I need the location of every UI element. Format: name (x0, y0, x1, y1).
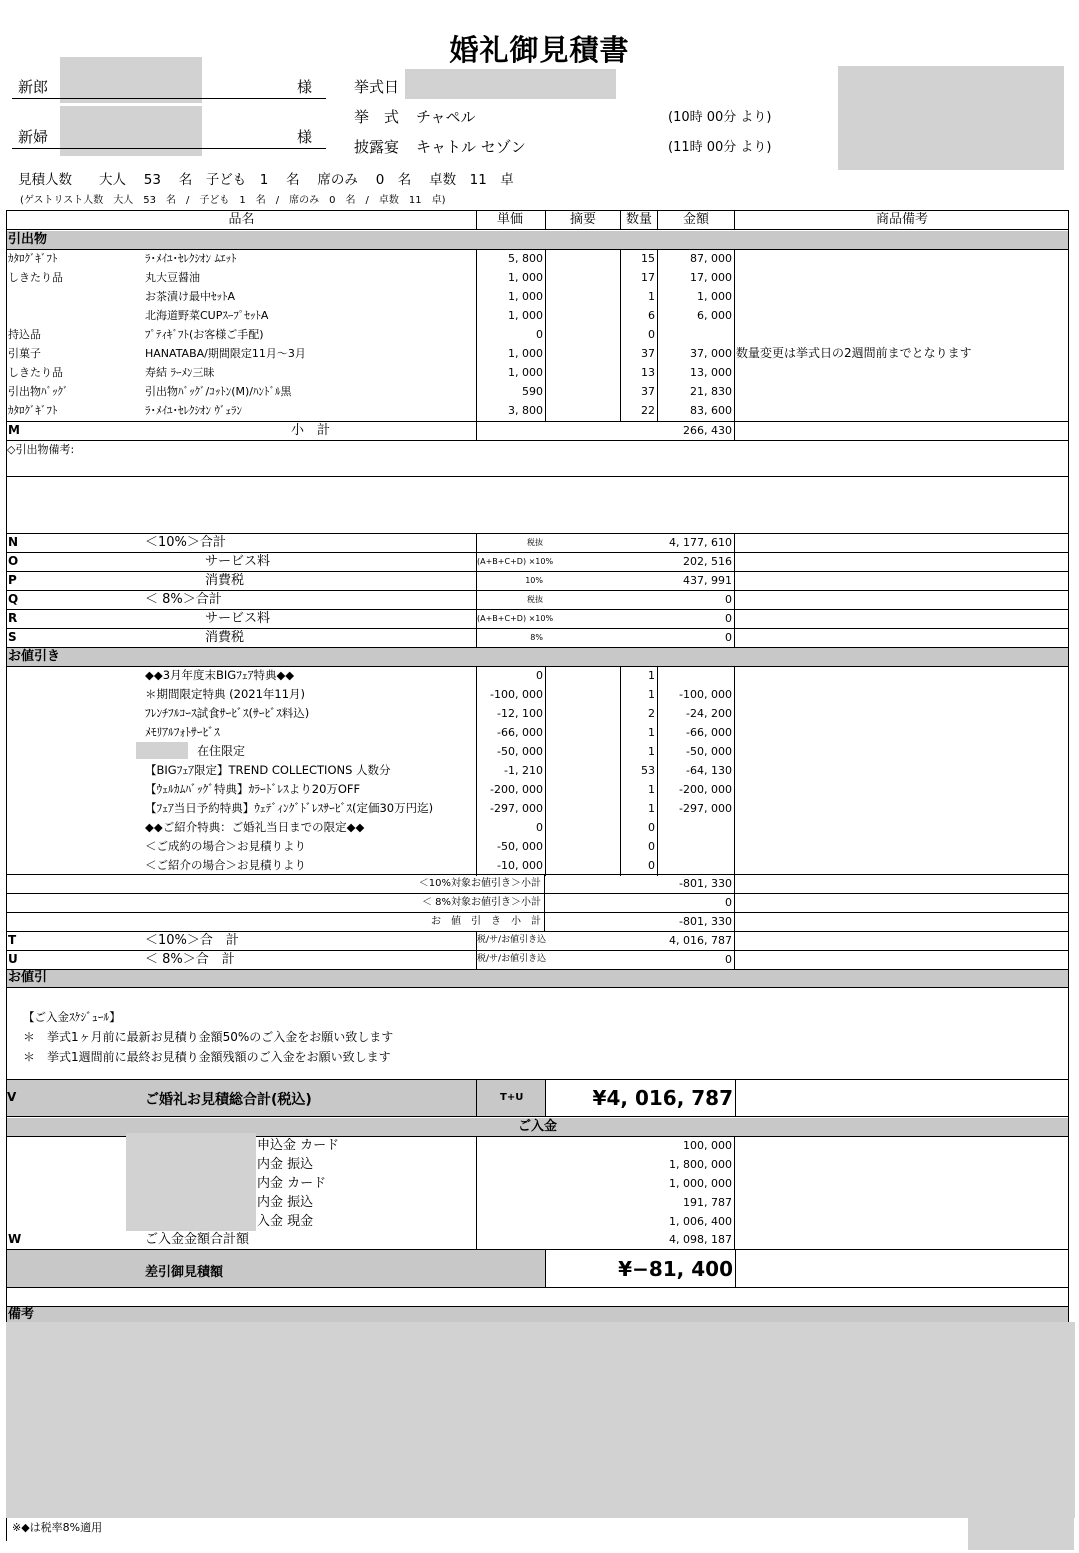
discount-unit-price: -100, 000 (476, 686, 545, 705)
discount-summary (545, 743, 620, 762)
document-title: 婚礼御見積書 (449, 33, 630, 67)
col-summary: 摘要 (545, 211, 620, 229)
gift-unit-price: 3, 800 (476, 402, 545, 421)
gift-row (7, 326, 1068, 345)
discount-amount: -24, 200 (658, 705, 735, 724)
discount-unit-price: -50, 000 (476, 743, 545, 762)
gift-qty: 0 (620, 326, 658, 345)
discount-name: 【ｳｪﾙｶﾑﾊﾞｯｸﾞ特典】ｶﾗｰﾄﾞﾚｽより20万OFF (145, 782, 361, 796)
discount-qty: 1 (620, 743, 658, 762)
col-name: 品名 (228, 212, 255, 227)
schedule-line-2: ＊ 挙式1週間前に最終お見積り金額残額のご入金をお願い致します (23, 1050, 391, 1064)
tax-total-tag: (A+B+C+D) ×10% (476, 553, 545, 571)
discount-qty: 1 (620, 686, 658, 705)
discount-sub10-amount: -801, 330 (658, 875, 735, 893)
payment-row (7, 1175, 1068, 1194)
gift-note (735, 307, 1068, 326)
gift-amount: 6, 000 (658, 307, 735, 326)
gift-row (7, 288, 1068, 307)
discount-amount (658, 667, 735, 686)
col-note: 商品備考 (875, 212, 928, 227)
tax-total-label: 消費税 (205, 573, 245, 588)
discount-amount (658, 838, 735, 857)
discount-name: ﾌﾚﾝﾁﾌﾙｺｰｽ試食ｻｰﾋﾞｽ(ｻｰﾋﾞｽ料込) (145, 706, 310, 720)
reception-time: (11時 00分 より) (668, 140, 772, 155)
gift-unit-price: 0 (476, 326, 545, 345)
gift-unit-price: 1, 000 (476, 307, 545, 326)
schedule-title: 【ご入金ｽｹｼﾞｭｰﾙ】 (23, 1010, 121, 1024)
discount-amount: -66, 000 (658, 724, 735, 743)
discount-qty: 1 (620, 724, 658, 743)
payment-amount: 1, 006, 400 (476, 1213, 735, 1232)
discount-unit-price: -200, 000 (476, 781, 545, 800)
tax-total-row (7, 534, 1068, 553)
payment-label: 内金 カード (257, 1176, 327, 1191)
footnote: ※◆は税率8%適用 (12, 1521, 103, 1534)
reception-place: キャトル セゾン (416, 138, 526, 156)
gift-row (7, 402, 1068, 421)
tax-total-tag: (A+B+C+D) ×10% (476, 610, 545, 628)
gifts-subtotal-row (7, 422, 1068, 441)
gift-name: HANATABA/期間限定11月～3月 (145, 347, 306, 360)
final-total-row (7, 932, 1068, 951)
discount-name: 在住限定 (197, 744, 246, 758)
discount-unit-price: -10, 000 (476, 857, 545, 876)
discount-name: 【BIGﾌｪｱ限定】TREND COLLECTIONS 人数分 (145, 763, 391, 777)
schedule-section-label: お値引 (8, 970, 48, 985)
discount-name: ◆◆ご紹介特典：ご婚礼当日までの限定◆◆ (145, 820, 365, 834)
gift-note (735, 250, 1068, 269)
discount-row (7, 857, 1068, 876)
tax-total-amount: 0 (545, 610, 735, 628)
row-code: U (8, 952, 18, 966)
gift-summary (545, 364, 620, 383)
gift-unit-price: 5, 800 (476, 250, 545, 269)
col-amount: 金額 (658, 211, 735, 229)
discount-summary (545, 724, 620, 743)
payment-row (7, 1156, 1068, 1175)
tax-total-tag: 10% (476, 572, 545, 590)
discount-sub8-row (7, 894, 1068, 913)
balance-label: 差引御見積額 (145, 1265, 224, 1280)
discount-name: ﾒﾓﾘｱﾙﾌｫﾄｻｰﾋﾞｽ (145, 725, 220, 739)
final-total-tag: 税/サ/お値引き込 (476, 932, 545, 950)
tax-total-row (7, 572, 1068, 591)
discount-summary (545, 800, 620, 819)
gift-summary (545, 345, 620, 364)
discount-amount: -200, 000 (658, 781, 735, 800)
gift-category: ｶﾀﾛｸﾞｷﾞﾌﾄ (8, 252, 58, 265)
row-code: S (8, 630, 17, 644)
discount-unit-price: -12, 100 (476, 705, 545, 724)
gift-amount: 17, 000 (658, 269, 735, 288)
code-v: V (7, 1090, 17, 1104)
gift-row (7, 345, 1068, 364)
row-code: R (8, 611, 18, 625)
discount-sub-label: お 値 引 き 小 計 (7, 913, 545, 931)
col-unit-price: 単価 (476, 211, 545, 229)
gift-summary (545, 288, 620, 307)
payment-label: 申込金 カード (257, 1138, 340, 1153)
gift-category (7, 307, 145, 326)
grand-total-label: ご婚礼お見積総合計(税込) (145, 1092, 312, 1108)
gift-name: ﾗ･ﾒｲﾕ･ｾﾚｸｼｵﾝ ｳﾞｪﾗﾝ (145, 404, 242, 417)
gift-amount: 13, 000 (658, 364, 735, 383)
remarks-redacted (6, 1322, 1075, 1518)
code-w: W (8, 1232, 22, 1246)
discount-unit-price: -297, 000 (476, 800, 545, 819)
payment-amount: 1, 800, 000 (476, 1156, 735, 1175)
tax-total-label: ＜10%＞合計 (145, 535, 226, 550)
discount-qty: 0 (620, 819, 658, 838)
gift-note (735, 364, 1068, 383)
payment-row (7, 1213, 1068, 1232)
discount-row (7, 724, 1068, 743)
gift-unit-price: 1, 000 (476, 269, 545, 288)
discount-row (7, 686, 1068, 705)
gift-note (735, 383, 1068, 402)
discount-qty: 0 (620, 857, 658, 876)
gift-amount: 1, 000 (658, 288, 735, 307)
final-total-row (7, 951, 1068, 970)
discount-row (7, 838, 1068, 857)
gift-note (735, 288, 1068, 307)
discount-summary (545, 686, 620, 705)
gifts-remarks-label: ◇引出物備考: (7, 443, 75, 456)
gift-category: 持込品 (8, 328, 41, 341)
ceremony-label: 挙 式 (354, 108, 400, 126)
schedule-line-1: ＊ 挙式1ヶ月前に最新お見積り金額50%のご入金をお願い致します (23, 1030, 394, 1044)
guest-list-line: (ゲストリスト人数 大人 53 名 / 子ども 1 名 / 席のみ 0 名 / 卓数 11 卓) (20, 195, 446, 206)
final-total-amount: 4, 016, 787 (545, 932, 735, 950)
payments-total-row (7, 1231, 1068, 1250)
discount-qty: 0 (620, 838, 658, 857)
row-code: T (8, 933, 17, 947)
payment-amount: 191, 787 (476, 1194, 735, 1213)
tax-total-tag: 8% (476, 629, 545, 647)
balance-amount: ¥−81, 400 (618, 1257, 733, 1281)
gift-summary (545, 269, 620, 288)
gift-amount (658, 326, 735, 345)
discount-row (7, 781, 1068, 800)
row-code: Q (8, 592, 19, 606)
tax-total-amount: 4, 177, 610 (545, 534, 735, 552)
gift-unit-price: 1, 000 (476, 345, 545, 364)
tax-total-tag: 税抜 (476, 534, 545, 552)
gift-category: しきたり品 (8, 366, 63, 379)
discount-amount: -50, 000 (658, 743, 735, 762)
gift-name: お茶漬け最中ｾｯﾄA (145, 290, 236, 303)
grand-total-formula: T+U (500, 1092, 524, 1103)
row-code: N (8, 535, 19, 549)
table-header-row (7, 211, 1068, 230)
discount-qty: 53 (620, 762, 658, 781)
discount-row (7, 705, 1068, 724)
discount-sub10-label: ＜10%対象お値引き＞小計 (7, 875, 545, 893)
payment-amount: 1, 000, 000 (476, 1175, 735, 1194)
tax-total-amount: 0 (545, 591, 735, 609)
bride-label: 新婦 (18, 128, 49, 146)
discount-unit-price: -50, 000 (476, 838, 545, 857)
gift-summary (545, 402, 620, 421)
discount-amount: -297, 000 (658, 800, 735, 819)
groom-name-redacted (60, 57, 202, 103)
discount-row (7, 762, 1068, 781)
tax-total-amount: 202, 516 (545, 553, 735, 571)
gift-name: 引出物ﾊﾞｯｸﾞ/ｺｯﾄﾝ(M)/ﾊﾝﾄﾞﾙ黒 (145, 385, 292, 398)
gift-name: ﾗ･ﾒｲﾕ･ｾﾚｸｼｵﾝ ﾑｴｯﾄ (145, 252, 237, 265)
logo-redacted (838, 66, 1064, 170)
remarks-label: 備考 (8, 1307, 35, 1322)
gift-name: 北海道野菜CUPｽｰﾌﾟｾｯﾄA (145, 309, 269, 322)
payment-amount: 100, 000 (476, 1137, 735, 1156)
gift-unit-price: 1, 000 (476, 364, 545, 383)
gift-row (7, 307, 1068, 326)
tax-total-row (7, 553, 1068, 572)
gift-qty: 37 (620, 383, 658, 402)
discount-section-label: お値引き (8, 649, 61, 664)
payment-row (7, 1137, 1068, 1156)
gifts-section (7, 231, 1068, 250)
remarks-section (7, 1307, 1068, 1323)
schedule-section (7, 969, 1068, 988)
discount-sub-row (7, 913, 1068, 932)
tax-total-amount: 0 (545, 629, 735, 647)
discount-summary (545, 857, 620, 876)
tax-total-label: 消費税 (205, 630, 245, 645)
col-qty: 数量 (620, 211, 658, 229)
gift-name: 丸大豆醤油 (145, 271, 200, 284)
discount-summary (545, 667, 620, 686)
gift-qty: 6 (620, 307, 658, 326)
gift-unit-price: 590 (476, 383, 545, 402)
ceremony-date-redacted (405, 69, 616, 99)
gift-summary (545, 326, 620, 345)
discount-name: 【ﾌｪｱ当日予約特典】ｳｪﾃﾞｨﾝｸﾞﾄﾞﾚｽｻｰﾋﾞｽ(定価30万円迄) (145, 801, 434, 815)
discount-qty: 1 (620, 781, 658, 800)
gift-amount: 21, 830 (658, 383, 735, 402)
gift-summary (545, 250, 620, 269)
gift-qty: 1 (620, 288, 658, 307)
discount-name: ＜ご紹介の場合＞お見積りより (145, 858, 306, 872)
gift-qty: 17 (620, 269, 658, 288)
discount-qty: 2 (620, 705, 658, 724)
payments-total-amount: 4, 098, 187 (476, 1231, 735, 1249)
tax-total-amount: 437, 991 (545, 572, 735, 590)
discount-amount: -100, 000 (658, 686, 735, 705)
discount-row (7, 800, 1068, 819)
gift-amount: 37, 000 (658, 345, 735, 364)
tax-total-row (7, 610, 1068, 629)
discount-summary (545, 819, 620, 838)
discount-sub10-row (7, 875, 1068, 894)
gift-row (7, 364, 1068, 383)
discount-sub8-amount: 0 (658, 894, 735, 912)
gift-unit-price: 1, 000 (476, 288, 545, 307)
reception-label: 披露宴 (354, 138, 400, 156)
stamp-redacted (968, 1518, 1074, 1550)
balance-row (7, 1250, 1068, 1288)
gift-qty: 15 (620, 250, 658, 269)
gift-qty: 13 (620, 364, 658, 383)
gift-amount: 87, 000 (658, 250, 735, 269)
payment-label: 内金 振込 (257, 1195, 314, 1210)
gift-row (7, 383, 1068, 402)
gift-note (735, 269, 1068, 288)
discount-unit-price: 0 (476, 667, 545, 686)
discount-unit-price: -66, 000 (476, 724, 545, 743)
gift-summary (545, 383, 620, 402)
guest-count-line: 見積人数 大人 53 名 子ども 1 名 席のみ 0 名 卓数 11 卓 (18, 172, 514, 188)
discount-section (7, 648, 1068, 667)
payments-section-label: ご入金 (517, 1119, 557, 1134)
gift-category (7, 288, 145, 307)
tax-total-row (7, 629, 1068, 648)
final-total-amount: 0 (545, 951, 735, 969)
row-code: O (8, 554, 19, 568)
tax-total-label: ＜ 8%＞合計 (145, 592, 222, 607)
final-total-tag: 税/サ/お値引き込 (476, 951, 545, 969)
gift-note (735, 402, 1068, 421)
groom-label: 新郎 (18, 78, 49, 96)
discount-summary (545, 705, 620, 724)
payments-total-label: ご入金金額合計額 (145, 1232, 250, 1247)
payment-row (7, 1194, 1068, 1213)
tax-total-tag: 税抜 (476, 591, 545, 609)
gift-amount: 83, 600 (658, 402, 735, 421)
gift-name: 寿結 ﾗｰﾒﾝ三昧 (145, 366, 215, 379)
final-total-label: ＜10%＞合 計 (145, 933, 239, 948)
discount-name: ◆◆3月年度末BIGﾌｪｱ特典◆◆ (145, 668, 295, 682)
payment-label: 内金 振込 (257, 1157, 314, 1172)
tax-total-label: サービス料 (205, 554, 271, 569)
tax-total-label: サービス料 (205, 611, 271, 626)
subtotal-label: 小 計 (290, 423, 330, 438)
row-code: P (8, 573, 17, 587)
gift-qty: 22 (620, 402, 658, 421)
ceremony-date-label: 挙式日 (354, 78, 400, 96)
discount-row (7, 743, 1068, 762)
gift-row (7, 269, 1068, 288)
gift-category: しきたり品 (8, 271, 63, 284)
gift-category: 引菓子 (8, 347, 41, 360)
gift-row (7, 250, 1068, 269)
discount-amount: -64, 130 (658, 762, 735, 781)
discount-row (7, 819, 1068, 838)
gift-category: ｶﾀﾛｸﾞｷﾞﾌﾄ (8, 404, 58, 417)
final-total-label: ＜ 8%＞合 計 (145, 952, 235, 967)
gift-name: ﾌﾟﾃｨｷﾞﾌﾄ(お客様ご手配) (145, 328, 264, 341)
discount-summary (545, 838, 620, 857)
discount-sub-amount: -801, 330 (658, 913, 735, 931)
discount-name: ＊期間限定特典 (2021年11月) (145, 687, 306, 701)
code-m: M (8, 423, 20, 437)
gift-note (735, 326, 1068, 345)
discount-summary (545, 781, 620, 800)
discount-unit-price: 0 (476, 819, 545, 838)
ceremony-time: (10時 00分 より) (668, 110, 772, 125)
gifts-section-label: 引出物 (8, 232, 48, 247)
bride-sama: 様 (297, 128, 313, 146)
discount-name: ＜ご成約の場合＞お見積りより (145, 839, 306, 853)
discount-row (7, 667, 1068, 686)
discount-unit-price: -1, 210 (476, 762, 545, 781)
ceremony-place: チャペル (416, 108, 476, 126)
discount-qty: 1 (620, 667, 658, 686)
discount-qty: 1 (620, 800, 658, 819)
gift-note: 数量変更は挙式日の2週間前までとなります (736, 346, 972, 360)
groom-sama: 様 (297, 78, 313, 96)
grand-total-row (7, 1079, 1068, 1117)
discount-sub8-label: ＜ 8%対象お値引き＞小計 (7, 894, 545, 912)
gift-category: 引出物ﾊﾞｯｸﾞ (8, 385, 69, 398)
discount-amount (658, 857, 735, 876)
payment-label: 入金 現金 (257, 1214, 314, 1229)
gift-summary (545, 307, 620, 326)
discount-summary (545, 762, 620, 781)
gift-qty: 37 (620, 345, 658, 364)
grand-total-amount: ¥4, 016, 787 (592, 1086, 733, 1110)
discount-amount (658, 819, 735, 838)
tax-total-row (7, 591, 1068, 610)
gifts-subtotal-amount: 266, 430 (658, 422, 735, 440)
